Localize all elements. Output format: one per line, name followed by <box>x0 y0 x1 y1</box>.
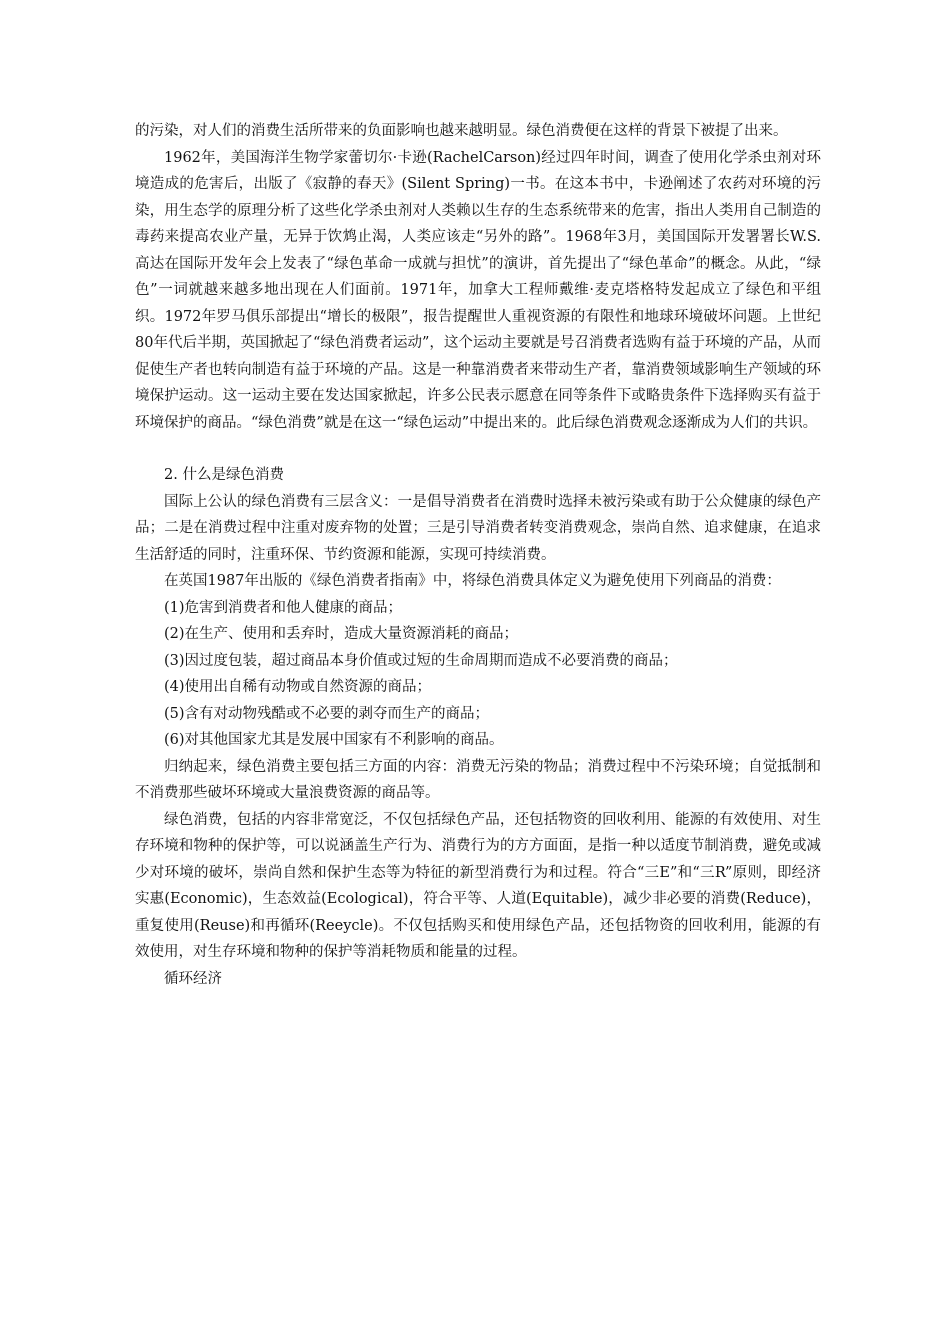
list-item: (5)含有对动物残酷或不必要的剥夺而生产的商品； <box>164 705 490 722</box>
paragraph-green-consumption: 绿色消费，包括的内容非常宽泛，不仅包括绿色产品，还包括物资的回收利用、能源的有效使用、对生存环境和物种的保护等，可以说涵盖生产行为、消费行为的方方面面，是指一种以适度节制消费，避免或减少对环境的破坏，崇尚自然和保护生态等为特征的新型消费行为和过程。符合“三E”和“三R”原则，即经济实惠(Economic)，生态效益(Ecological)，符合平等、人道(Equitable)，减少非必要的消费(Reduce)，重复使用(Reuse)和再循环(Reeycle)。不仅包括购买和使用绿色产品，还包括物资的回收利用，能源的有效使用，对生存环境和物种的保护等消耗物质和能量的过程。 <box>135 811 821 960</box>
paragraph-summary: 归纳起来，绿色消费主要包括三方面的内容：消费无污染的物品；消费过程中不污染环境；自觉抵制和不消费那些破坏环境或大量浪费资源的商品等。 <box>135 758 821 801</box>
paragraph-definition: 国际上公认的绿色消费有三层含义：一是倡导消费者在消费时选择未被污染或有助于公众健康的绿色产品；二是在消费过程中注重对废弃物的处置；三是引导消费者转变消费观念，崇尚自然、追求健康，在追求生活舒适的同时，注重环保、节约资源和能源，实现可持续消费。 <box>135 493 821 563</box>
list-item: (6)对其他国家尤其是发展中国家有不利影响的商品。 <box>164 732 504 748</box>
paragraph-circular-economy: 循环经济 <box>164 970 222 987</box>
paragraph-history: 1962年，美国海洋生物学家蕾切尔·卡逊(RachelCarson)经过四年时间，调查了使用化学杀虫剂对环境造成的危害后，出版了《寂静的春天》(Silent Spring)一书。在这本书中，卡逊阐述了农药对环境的污染，用生态学的原理分析了这些化学杀虫剂对人类赖以生存的生态系统带来的危害，指出人类用自己制造的毒药来提高农业产量，无异于饮鸩止渴，人类应该走“另外的路”。1968年3月，美国国际开发署署长W.S.高达在国际开发年会上发表了“绿色革命一成就与担忧”的演讲，首先提出了“绿色革命”的概念。从此，“绿色”一词就越来越多地出现在人们面前。1971年，加拿大工程师戴维·麦克塔格特发起成立了绿色和平组织。1972年罗马俱乐部提出“增长的极限”，报告提醒世人重视资源的有限性和地球环境破坏问题。上世纪80年代后半期，英国掀起了“绿色消费者运动”，这个运动主要就是号召消费者选购有益于环境的产品，从而促使生产者也转向制造有益于环境的产品。这是一种靠消费者来带动生产者，靠消费领域影响生产领域的环境保护运动。这一运动主要在发达国家掀起，许多公民表示愿意在同等条件下或略贵条件下选择购买有益于环境保护的商品。“绿色消费”就是在这一“绿色运动”中提出来的。此后绿色消费观念逐渐成为人们的共识。 <box>135 149 821 431</box>
section-heading: 2. 什么是绿色消费 <box>164 467 284 483</box>
list-item: (2)在生产、使用和丢弃时，造成大量资源消耗的商品； <box>164 626 519 642</box>
paragraph-guide: 在英国1987年出版的《绿色消费者指南》中，将绿色消费具体定义为避免使用下列商品的消费： <box>164 573 781 589</box>
list-item: (1)危害到消费者和他人健康的商品； <box>164 599 403 616</box>
paragraph-continuation: 的污染，对人们的消费生活所带来的负面影响也越来越明显。绿色消费便在这样的背景下被提了出来。 <box>135 123 788 139</box>
list-item: (3)因过度包装，超过商品本身价值或过短的生命周期而造成不必要消费的商品； <box>164 652 678 669</box>
list-item: (4)使用出自稀有动物或自然资源的商品； <box>164 679 432 695</box>
document-page <box>135 118 821 992</box>
